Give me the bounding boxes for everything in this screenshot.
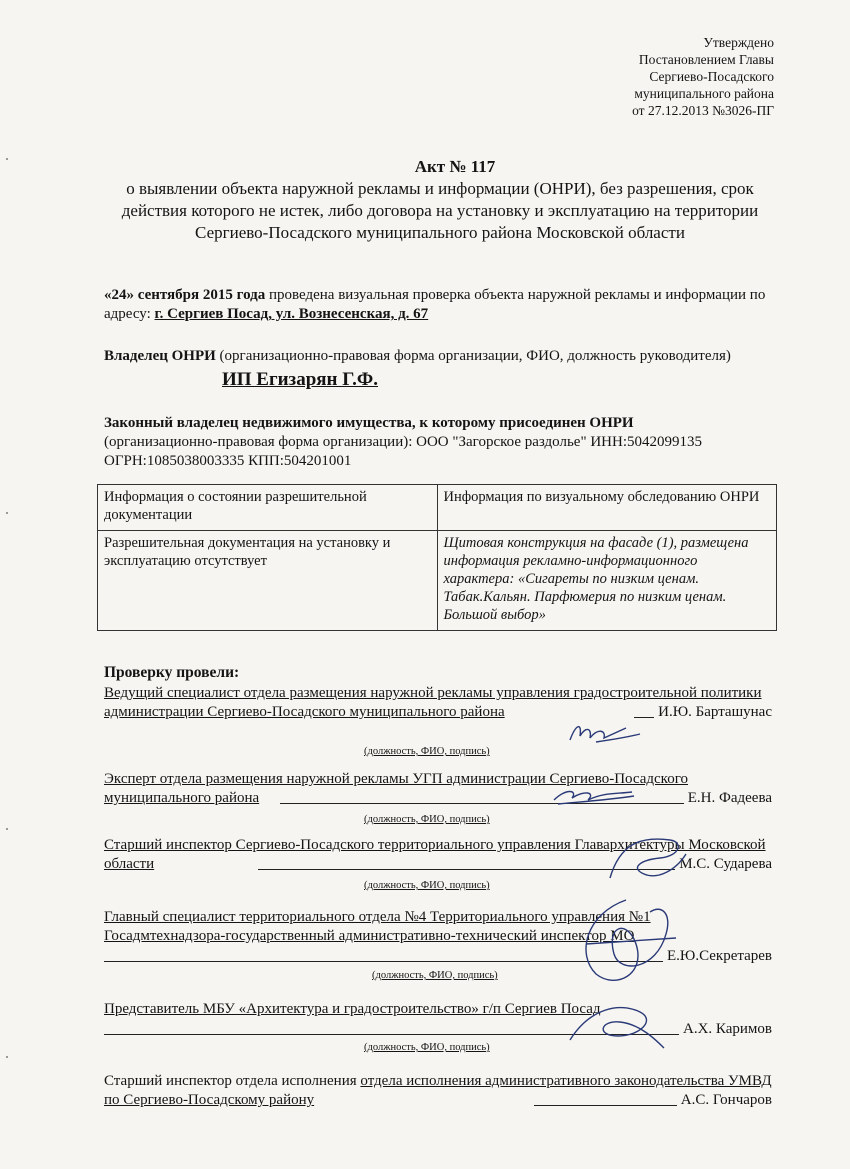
inspection-date: «24» сентября 2015 года <box>104 287 266 303</box>
owner-label: Владелец ОНРИ <box>104 348 216 364</box>
signature-bartashunas <box>566 718 646 748</box>
inspector-position: Представитель МБУ «Архитектура и градостроительство» г/п Сергиев Посад <box>104 1001 601 1017</box>
approval-line: Постановлением Главы <box>638 52 774 67</box>
inspector-name: Е.Ю.Секретарев <box>666 948 772 964</box>
table-row <box>98 531 777 631</box>
table-header-row <box>98 485 777 531</box>
inspector-position: Старший инспектор Сергиево-Посадского территориального управления Главархитектуры Московской области <box>104 837 766 872</box>
inspection-text: проведена визуальная проверка объекта наружной рекламы и информации по адресу: <box>104 287 766 322</box>
approval-stamp <box>632 34 774 119</box>
inspector-position: Эксперт отдела размещения наружной рекламы УГП администрации Сергиево-Посадского муниципального района <box>104 771 688 806</box>
approval-line: муниципального района <box>634 86 774 101</box>
legal-owner-text: (организационно-правовая форма организации): ООО "Загорское раздолье" ИНН:5042099135 ОГРН:1085038003335 КПП:504201001 <box>104 434 703 469</box>
document-title <box>100 156 780 244</box>
table-cell: Разрешительная документация на установку и эксплуатацию отсутствует <box>98 531 438 631</box>
scan-mark <box>6 1056 8 1058</box>
inspector-name: А.Х. Каримов <box>683 1021 772 1037</box>
inspector-block <box>104 770 772 825</box>
signature-caption: (должность, ФИО, подпись) <box>364 746 490 757</box>
approval-line: Сергиево-Посадского <box>649 69 774 84</box>
signature-sudareva <box>600 834 690 884</box>
scan-mark <box>6 158 8 160</box>
signature-sekretarev <box>566 894 686 994</box>
inspector-block <box>104 684 772 757</box>
inspector-name: И.Ю. Барташунас <box>658 704 772 720</box>
legal-owner-paragraph <box>104 414 784 471</box>
scan-mark <box>6 828 8 830</box>
owner-name: ИП Егизарян Г.Ф. <box>222 369 378 390</box>
table-header-cell: Информация по визуальному обследованию ОНРИ <box>437 485 777 531</box>
signature-caption: (должность, ФИО, подпись) <box>372 970 498 981</box>
inspector-position-rest: отдела исполнения административного законодательства УМВД по Сергиево-Посадскому району <box>104 1073 772 1108</box>
signature-karimov <box>560 1000 670 1056</box>
inspector-block <box>104 1072 772 1110</box>
inspection-paragraph <box>104 286 784 324</box>
act-number: Акт № 117 <box>414 157 496 176</box>
inspectors-heading: Проверку провели: <box>104 664 240 681</box>
table-header-cell: Информация о состоянии разрешительной документации <box>98 485 438 531</box>
signature-line <box>534 1105 677 1106</box>
signature-caption: (должность, ФИО, подпись) <box>364 1042 490 1053</box>
inspection-address: г. Сергиев Посад, ул. Вознесенская, д. 67 <box>154 306 429 322</box>
inspector-block <box>104 1000 772 1053</box>
act-subtitle: о выявлении объекта наружной рекламы и информации (ОНРИ), без разрешения, срок действия которого не истек, либо договора на установку и эксплуатацию на территории Сергиево-Посадского муниципального района Московской области <box>121 179 759 242</box>
approval-line: Утверждено <box>703 35 774 50</box>
table-cell: Щитовая конструкция на фасаде (1), размещена информация рекламно-информационного характера: «Сигареты по низким ценам. Табак.Кальян. Парфюмерия по низким ценам. Большой выбор» <box>437 531 777 631</box>
signature-caption: (должность, ФИО, подпись) <box>364 814 490 825</box>
legal-owner-label: Законный владелец недвижимого имущества, к которому присоединен ОНРИ <box>104 415 634 431</box>
inspector-name: М.С. Сударева <box>679 856 772 872</box>
inspector-position: Главный специалист территориального отдела №4 Территориального управления №1 Госадмтехнадзора-государственный административно-технический инспектор МО <box>104 909 651 944</box>
owner-hint: (организационно-правовая форма организации, ФИО, должность руководителя) <box>219 348 731 364</box>
inspector-position-prefix: Старший инспектор отдела исполнения <box>104 1073 357 1089</box>
inspector-position: Ведущий специалист отдела размещения наружной рекламы управления градостроительной политики администрации Сергиево-Посадского муниципального района <box>104 685 762 720</box>
owner-paragraph <box>104 344 784 393</box>
scan-mark <box>6 512 8 514</box>
inspector-name: Е.Н. Фадеева <box>687 790 772 806</box>
inspector-name: А.С. Гончаров <box>680 1092 772 1108</box>
signature-fadeeva <box>548 784 638 808</box>
signature-caption: (должность, ФИО, подпись) <box>364 880 490 891</box>
info-table <box>97 484 777 631</box>
approval-line: от 27.12.2013 №3026-ПГ <box>632 103 774 118</box>
